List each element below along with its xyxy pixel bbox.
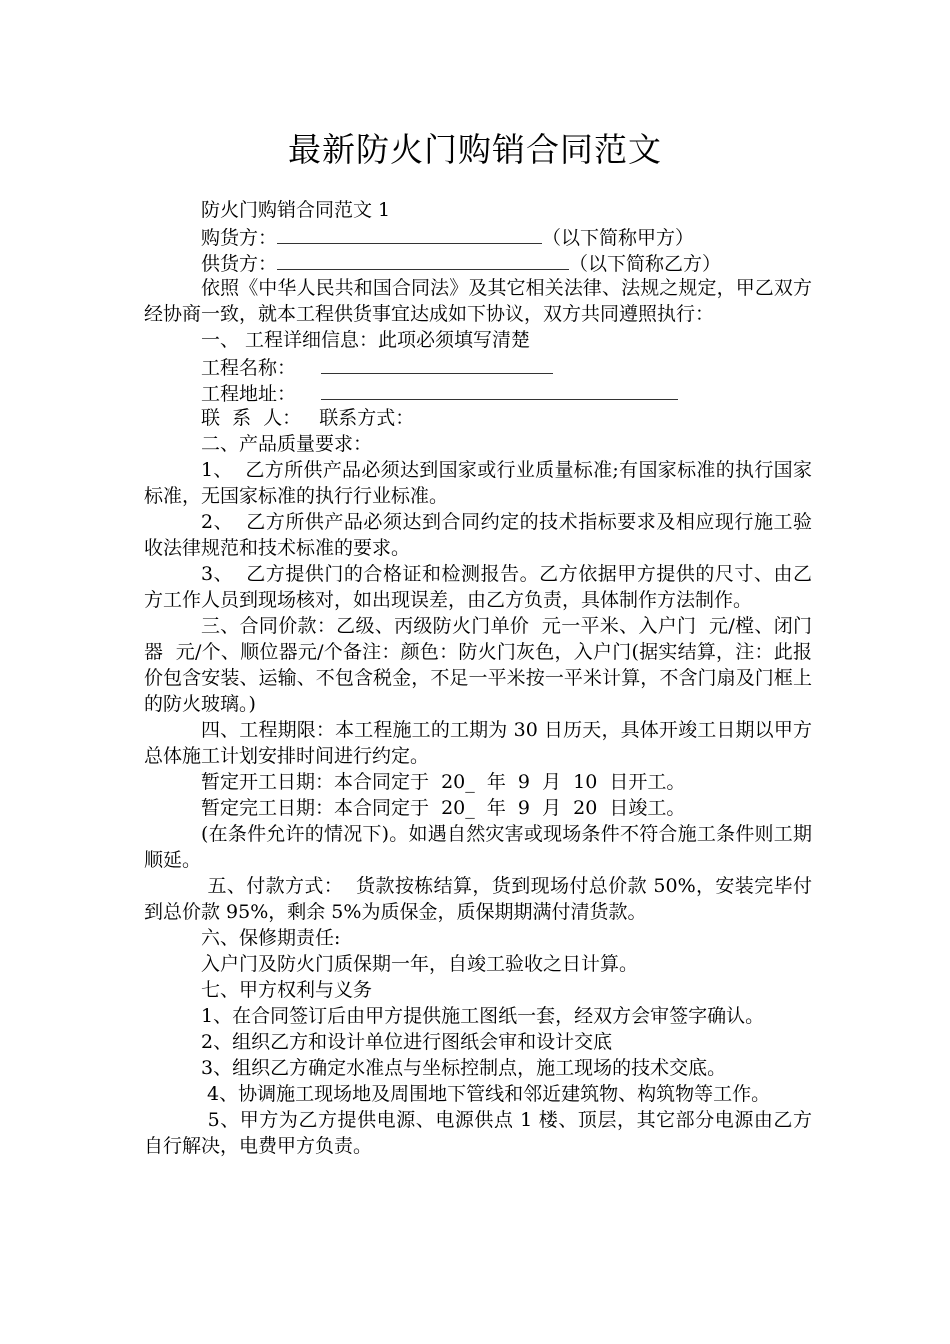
quality-item: 2、 乙方所供产品必须达到合同约定的技术指标要求及相应现行施工验收法律规范和技术标准的要求。 [144,511,812,559]
project-name-label: 工程名称： [201,357,297,379]
supplier-label: 供货方： [201,253,278,275]
end-date-line: 暂定完工日期：本合同定于 20_ 年 9 月 20 日竣工。 [201,797,686,819]
delay-note: (在条件允许的情况下)。如遇自然灾害或现场条件不符合施工条件则工期顺延。 [144,823,812,871]
intro-paragraph: 依照《中华人民共和国合同法》及其它相关法律、法规之规定，甲乙双方经协商一致，就本工程供货事宜达成如下协议，双方共同遵照执行： [144,277,812,325]
supplier-blank[interactable] [277,249,569,270]
contract-heading: 防火门购销合同范文 1 [201,199,391,221]
section1-heading: 一、 工程详细信息：此项必须填写清楚 [201,329,531,351]
supplier-suffix: （以下简称乙方） [569,253,722,275]
project-name-blank[interactable] [321,353,553,374]
obligation-item: 5、甲方为乙方提供电源、电源供点 1 楼、顶层，其它部分电源由乙方自行解决，电费甲方负责。 [144,1109,812,1157]
project-name-line [144,353,812,379]
document-title: 最新防火门购销合同范文 [288,130,662,169]
project-address-line [144,379,812,405]
obligation-item: 4、协调施工现场地及周围地下管线和邻近建筑物、构筑物等工作。 [201,1083,771,1105]
project-address-blank[interactable] [321,379,678,400]
section7-heading: 七、甲方权利与义务 [201,979,373,1001]
document-body [144,197,812,1159]
project-address-label: 工程地址： [201,383,297,405]
supplier-line [144,249,812,275]
section4-term: 四、工程期限：本工程施工的工期为 30 日历天，具体开竣工日期以甲方总体施工计划安排时间进行约定。 [144,719,812,767]
section2-heading: 二、产品质量要求： [201,433,373,455]
quality-item: 3、 乙方提供门的合格证和检测报告。乙方依据甲方提供的尺寸、由乙方工作人员到现场核对，如出现误差，由乙方负责，具体制作方法制作。 [144,563,812,611]
obligation-item: 2、组织乙方和设计单位进行图纸会审和设计交底 [201,1031,613,1053]
buyer-blank[interactable] [277,223,542,244]
section6-heading: 六、保修期责任: [201,927,341,949]
buyer-suffix: （以下简称甲方） [542,227,695,249]
start-date-line: 暂定开工日期：本合同定于 20_ 年 9 月 10 日开工。 [201,771,686,793]
buyer-line [144,223,812,249]
quality-item: 1、 乙方所供产品必须达到国家或行业质量标准;有国家标准的执行国家标准，无国家标准的执行行业标准。 [144,459,812,507]
section5-payment: 五、付款方式： 货款按栋结算，货到现场付总价款 50%，安装完毕付到总价款 95%，剩余 5%为质保金，质保期期满付清货款。 [144,875,812,923]
section3-price: 三、合同价款：乙级、丙级防火门单价 元一平米、入户门 元/樘、闭门器 元/个、顺位器元/个备注：颜色：防火门灰色，入户门(据实结算，注：此报价包含安装、运输、不包含税金，不足一平米按一平米计算，不含门扇及门框上的防火玻璃。) [144,615,812,715]
obligation-item: 1、在合同签订后由甲方提供施工图纸一套，经双方会审签字确认。 [201,1005,765,1027]
obligation-item: 3、组织乙方确定水准点与坐标控制点，施工现场的技术交底。 [201,1057,727,1079]
buyer-label: 购货方： [201,227,278,249]
contact-line: 联 系 人： 联系方式： [201,407,415,429]
section6-text: 入户门及防火门质保期一年，自竣工验收之日计算。 [201,953,639,975]
